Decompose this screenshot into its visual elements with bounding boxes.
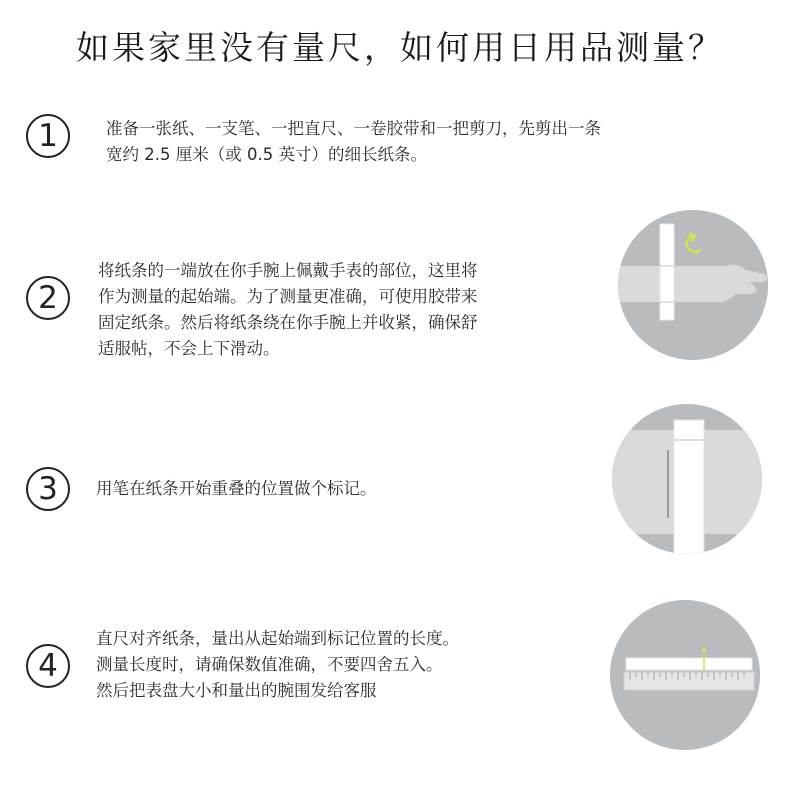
step-4-line-3: 然后把表盘大小和量出的腕围发给客服 [96, 681, 377, 700]
step-4-number: 4 [26, 644, 70, 688]
step-2-line-4: 适服帖，不会上下滑动。 [98, 339, 280, 358]
step-2-number: 2 [26, 276, 70, 320]
mark-overlap-illustration [612, 404, 762, 554]
ruler [624, 672, 754, 690]
step-3-line-1: 用笔在纸条开始重叠的位置做个标记。 [96, 479, 377, 498]
mark-dot [702, 648, 706, 652]
paper-strip [626, 658, 752, 670]
step-2-line-1: 将纸条的一端放在你手腕上佩戴手表的部位，这里将 [98, 261, 478, 280]
step-1-text [106, 116, 601, 168]
step-2-line-3: 固定纸条。然后将纸条绕在你手腕上并收紧，确保舒 [98, 313, 478, 332]
paper-strip [660, 224, 674, 320]
wrist-wrap-illustration [618, 210, 768, 360]
step-1-line-2: 宽约 2.5 厘米（或 0.5 英寸）的细长纸条。 [106, 145, 427, 164]
step-4-text [96, 626, 459, 704]
step-3-number: 3 [26, 467, 70, 511]
step-1-number: 1 [26, 114, 70, 158]
step-2-text [98, 258, 478, 362]
page-title: 如果家里没有量尺，如何用日用品测量？ [76, 28, 724, 67]
step-4-line-2: 测量长度时，请确保数值准确，不要四舍五入。 [96, 655, 443, 674]
ruler-measure-illustration [610, 600, 760, 750]
step-4-line-1: 直尺对齐纸条，量出从起始端到标记位置的长度。 [96, 629, 459, 648]
step-3-text [96, 476, 377, 502]
step-2-line-2: 作为测量的起始端。为了测量更准确，可使用胶带来 [98, 287, 478, 306]
step-1-line-1: 准备一张纸、一支笔、一把直尺、一卷胶带和一把剪刀，先剪出一条 [106, 119, 601, 138]
